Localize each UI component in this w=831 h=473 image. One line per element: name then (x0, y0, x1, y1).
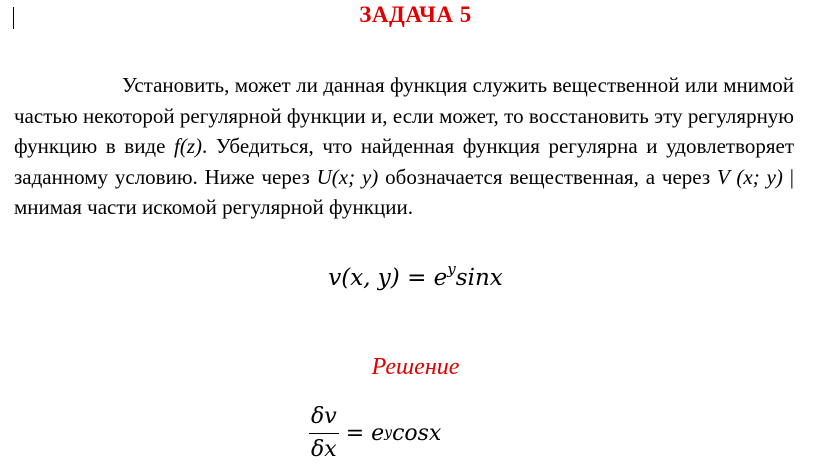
problem-text-4: | мнимая части искомой регулярной функции. (14, 164, 794, 220)
formula-rhs: sinx (455, 265, 503, 291)
derivative-fraction (309, 404, 339, 463)
fraction-numerator: δv (309, 404, 339, 434)
derivative-equals: = e (345, 420, 385, 446)
problem-text-3: обозначается вещественная, а через (378, 164, 718, 189)
function-fz: f(z) (174, 134, 203, 159)
formula-lhs: v(x, y) = e (328, 265, 448, 291)
problem-text-1: Установить, может ли данная функция служить вещественной или мнимой частью некоторой регулярной функции и, если может, то восстановить эту регулярную функцию в виде (14, 73, 794, 159)
problem-text-2: . Убедиться, что найденная функция регулярна и удовлетворяет заданному условию. Ниже через (14, 134, 795, 189)
problem-paragraph (14, 70, 794, 223)
fraction-denominator: δx (311, 436, 337, 462)
function-u: U(x; y) (316, 164, 379, 189)
solution-heading: Решение (371, 354, 460, 380)
function-v: V (x; y) (717, 164, 783, 189)
task-title: ЗАДАЧА 5 (359, 2, 472, 27)
formula-exponent: y (447, 260, 456, 278)
problem-statement (14, 70, 794, 223)
derivative-exponent: y (384, 425, 393, 441)
derivative-formula (309, 398, 441, 468)
derivative-tail: cosx (392, 420, 442, 446)
given-formula (0, 260, 831, 291)
